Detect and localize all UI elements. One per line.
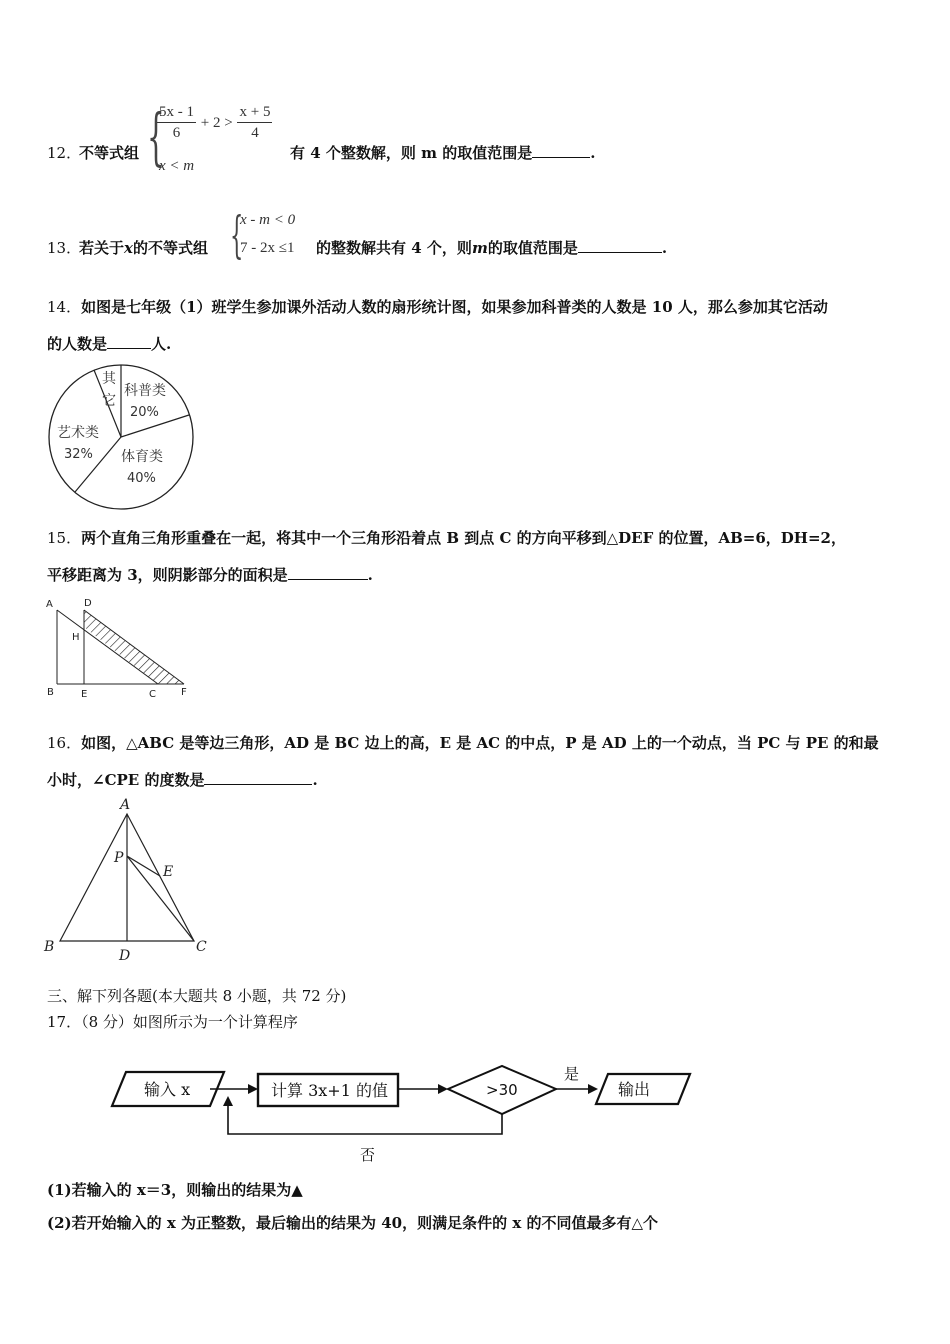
label-E: E: [81, 689, 88, 700]
label-A: A: [120, 797, 131, 813]
segment-PC: [127, 856, 194, 941]
q13-tail-b: 4: [411, 239, 422, 257]
label-A: A: [46, 599, 53, 610]
q12-tail-e: 的取值范围是: [442, 144, 533, 162]
q13-number: 13．: [47, 239, 82, 257]
q15-line1: [47, 527, 846, 548]
q12-end: .: [590, 144, 596, 162]
q15-line2: [47, 564, 373, 585]
q12-brace: {: [147, 100, 165, 173]
flow-yes-label: 是: [564, 1065, 580, 1083]
pie-label-sports-pct: 40%: [127, 471, 156, 486]
q14-line2: [47, 333, 171, 354]
q14-number: 14．: [47, 298, 82, 316]
label-H: H: [72, 632, 80, 643]
q15-end: .: [367, 566, 373, 584]
q12-tail-c: 个整数解，则: [325, 144, 416, 162]
flowchart-figure: [108, 1062, 698, 1168]
q14-line2-a: 的人数是: [47, 335, 108, 353]
label-C: C: [196, 939, 207, 955]
q12-number: 12．: [47, 144, 82, 162]
flow-input-label: 输入 x: [144, 1080, 191, 1099]
q16-number: 16．: [47, 734, 82, 752]
pie-label-other-2: 它: [102, 393, 116, 409]
q12-plus: + 2 >: [200, 115, 233, 131]
q12-frac2: [237, 104, 272, 142]
label-F: F: [181, 687, 187, 698]
q13-tail-c: 个，则: [426, 239, 472, 257]
q13-var: x: [124, 239, 133, 257]
flow-arrowhead-3: [588, 1084, 598, 1094]
flow-decision-label: >30: [486, 1081, 518, 1099]
q16-line2-a: 小时，∠CPE 的度数是: [47, 771, 205, 789]
flow-compute-label: 计算 3x+1 的值: [271, 1081, 388, 1100]
q17-sub1: (1)若输入的 x＝3，则输出的结果为▲: [47, 1181, 303, 1199]
label-C: C: [149, 689, 156, 700]
label-D: D: [84, 598, 92, 609]
q14-line2-b: 人.: [151, 335, 172, 353]
q13-lead2: 的不等式组: [132, 239, 208, 257]
q12-line1: [157, 104, 272, 142]
label-B: B: [47, 687, 54, 698]
q12-frac1-den: 6: [172, 125, 181, 141]
q13-line1: x - m < 0: [240, 212, 296, 228]
pie-label-sports: 体育类: [121, 449, 163, 465]
pie-label-science: 科普类: [124, 383, 166, 399]
q12-frac2-den: 4: [251, 125, 259, 141]
q16-text: 如图，△ABC 是等边三角形，AD 是 BC 边上的高，E 是 AC 的中点，P 是 AD 上的一个动点，当 PC 与 PE 的和最: [81, 734, 879, 752]
flow-loop-line: [228, 1104, 502, 1134]
q15-line2-a: 平移距离为 3，则阴影部分的面积是: [47, 566, 288, 584]
q12-answer-blank[interactable]: [532, 143, 590, 158]
q12-tail-d: m: [421, 144, 438, 162]
q13-end: .: [661, 239, 668, 257]
q14-answer-blank[interactable]: [107, 334, 151, 349]
q13-brace: {: [230, 206, 244, 264]
q15-number: 15．: [47, 529, 82, 547]
q16-end: .: [312, 771, 318, 789]
q15-text: 两个直角三角形重叠在一起，将其中一个三角形沿着点 B 到点 C 的方向平移到△DEF 的位置，AB=6，DH=2，: [81, 529, 846, 547]
q13-answer-blank[interactable]: [578, 238, 662, 253]
section-3-heading: 三、解下列各题(本大题共 8 小题，共 72 分): [47, 987, 347, 1005]
segment-DF: [84, 610, 184, 684]
pie-label-other-1: 其: [102, 371, 116, 387]
q12: [47, 100, 667, 180]
pie-label-science-pct: 20%: [130, 405, 159, 420]
q12-lead: 不等式组: [79, 144, 140, 162]
q16-line1: [47, 732, 879, 753]
triangles-figure: [44, 594, 194, 700]
q12-line2: x < m: [159, 158, 195, 174]
q13-tail-e: 的取值范围是: [487, 239, 578, 257]
q13-lead-wrap: [79, 237, 208, 258]
pie-label-art-pct: 32%: [64, 447, 93, 462]
pie-label-art: 艺术类: [57, 425, 99, 441]
label-D: D: [119, 948, 131, 964]
label-B: B: [44, 939, 55, 955]
q12-frac1: [157, 104, 196, 142]
flow-output-label: 输出: [618, 1080, 651, 1099]
q12-tail-b: 4: [310, 144, 321, 162]
label-E: E: [163, 864, 174, 880]
q16-answer-blank[interactable]: [204, 770, 312, 785]
q17-title: 17．（8 分）如图所示为一个计算程序: [47, 1013, 298, 1031]
flow-loop-arrowhead: [223, 1096, 233, 1106]
pie-chart-figure: [45, 364, 197, 512]
q14-text: 如图是七年级（1）班学生参加课外活动人数的扇形统计图，如果参加科普类的人数是 10 人，那么参加其它活动: [81, 298, 828, 316]
flow-arrowhead-1: [248, 1084, 258, 1094]
q13-line2: 7 - 2x ≤1: [240, 240, 295, 256]
label-P: P: [114, 850, 124, 866]
q13-tail-d: m: [471, 239, 488, 257]
flow-no-label: 否: [360, 1146, 376, 1164]
q14-line1: [47, 296, 828, 317]
segment-AC: [57, 610, 158, 684]
equilateral-triangle-figure: [40, 794, 220, 964]
q12-tail-a: 有: [290, 144, 306, 162]
q13-tail: [316, 237, 667, 258]
q13-tail-a: 的整数解共有: [316, 239, 407, 257]
q12-frac1-num: 5x - 1: [157, 104, 196, 123]
q12-tail: [290, 142, 596, 163]
q13: [47, 206, 707, 264]
q17-sub2: (2)若开始输入的 x 为正整数，最后输出的结果为 40，则满足条件的 x 的不同值最多有△个: [47, 1214, 659, 1232]
q12-frac2-num: x + 5: [237, 104, 272, 123]
q13-lead: 若关于: [79, 239, 125, 257]
q15-answer-blank[interactable]: [288, 565, 368, 580]
q16-line2: [47, 769, 318, 790]
